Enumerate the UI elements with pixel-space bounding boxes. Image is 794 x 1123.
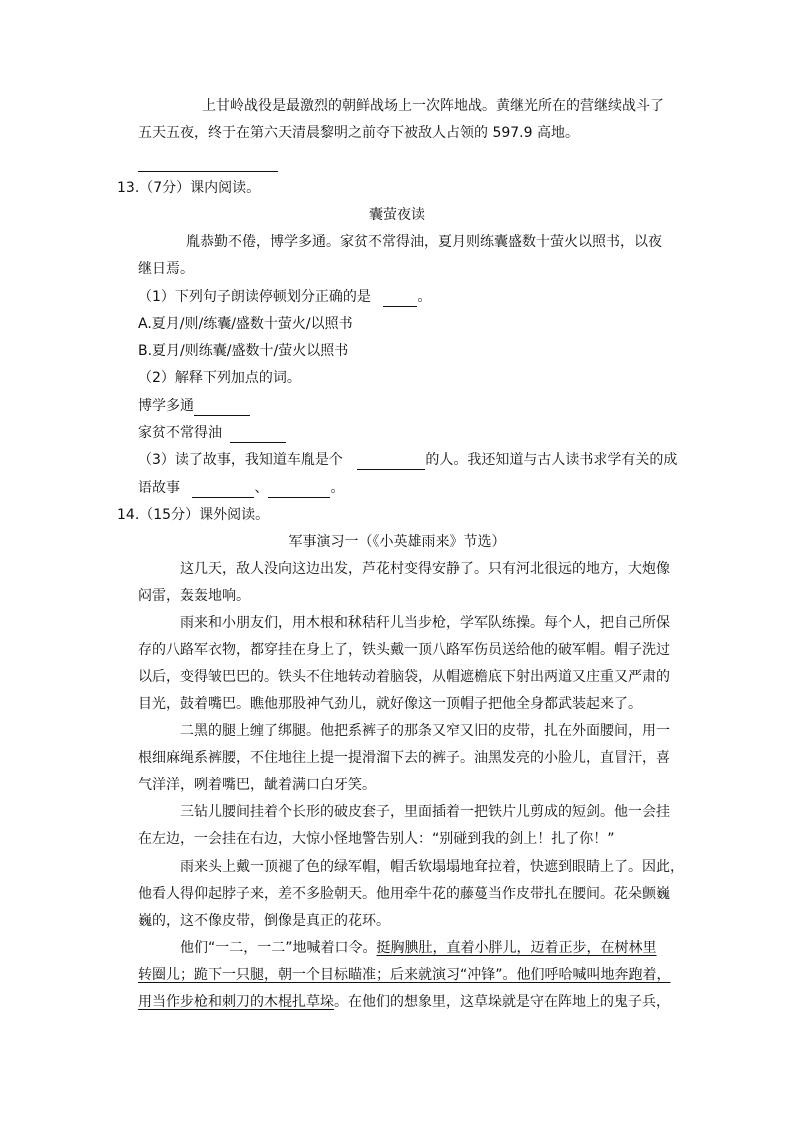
q13-word2-blank[interactable] — [230, 428, 286, 443]
underlined-text: 转圈儿；跪下一只腿，朝一个目标瞄准；后来就演习“冲锋”。他们呼哈喊叫地奔跑着， — [138, 967, 671, 983]
q13-word1-row — [138, 396, 250, 416]
q13-word1: 博学多通 — [138, 398, 194, 414]
q13-sub3-line2 — [138, 478, 344, 498]
q13-sub2: （2）解释下列加点的词。 — [138, 370, 301, 386]
question-14-header: 14.（15分）课外阅读。 — [117, 507, 270, 523]
idiom-blank-2[interactable] — [268, 483, 330, 498]
answer-blank[interactable] — [138, 152, 278, 172]
q13-sub3-line1 — [138, 450, 677, 470]
story-line: 这几天，敌人没向这边出发，芦花村变得安静了。只有河北很远的地方，大炮像 — [180, 561, 670, 577]
story-line: 雨来头上戴一顶褪了色的绿军帽，帽舌软塌塌地耷拉着，快遮到眼睛上了。因此， — [180, 859, 684, 875]
story-line: 在左边，一会挂在右边，大惊小怪地警告别人：“别碰到我的剑上！扎了你！” — [138, 831, 615, 847]
story-text: 他们“一二，一二”地喊着口令。 — [180, 940, 377, 956]
story-line: 他看人得仰起脖子来，差不多脸朝天。他用牵牛花的藤蔓当作皮带扎在腰间。花朵颤巍 — [138, 886, 670, 902]
q13-sub1-blank[interactable] — [383, 292, 417, 307]
story-line: 以后，变得皱巴巴的。铁头不住地转动着脑袋，从帽遮檐底下射出两道又庄重又严肃的 — [138, 669, 670, 685]
q13-sub1-text: （1）下列句子朗读停顿划分正确的是 — [138, 289, 371, 305]
question-14-title: 军事演习一（《小英雄雨来》节选） — [288, 534, 506, 550]
passage-line: 五天五夜，终于在第六天清晨黎明之前夺下被敌人占领的 597.9 高地。 — [138, 125, 579, 141]
story-line: 雨来和小朋友们，用木根和秫秸秆儿当步枪，学军队练操。每个人，把自己所保 — [180, 615, 670, 631]
q13-sub1-end: 。 — [417, 289, 432, 305]
q13-sub3-text-b: 的人。我还知道与古人读书求学有关的成 — [425, 452, 678, 468]
underlined-text: 用当作步枪和刺刀的木棍扎草垛 — [138, 994, 334, 1010]
q13-sub3-sep: 、 — [254, 480, 269, 496]
story-line: 气洋洋，咧着嘴巴，龇着满口白牙笑。 — [138, 777, 376, 793]
story-line-underlined — [138, 992, 670, 1012]
underlined-text: 挺胸腆肚，直着小胖儿，迈着正步，在树林里 — [376, 940, 657, 956]
story-line: 根细麻绳系裤腰，不住地往上提一提滑溜下去的裤子。油黑发亮的小脸儿，直冒汗，喜 — [138, 750, 670, 766]
question-13-title: 囊萤夜读 — [369, 207, 425, 223]
q13-sub3-blank[interactable] — [357, 455, 425, 470]
option-b[interactable]: B.夏月/则练囊/盛数十/萤火以照书 — [138, 343, 349, 359]
classical-text-line: 继日焉。 — [138, 261, 194, 277]
q13-sub3-text-c: 语故事 — [138, 480, 180, 496]
q13-sub3-end: 。 — [330, 480, 345, 496]
story-text: 。在他们的想象里，这草垛就是守在阵地上的鬼子兵， — [334, 994, 670, 1010]
story-line: 三钻儿腰间挂着个长形的破皮套子，里面插着一把铁片儿剪成的短剑。他一会挂 — [180, 804, 670, 820]
story-line-underlined — [180, 938, 657, 958]
story-line: 二黑的腿上缠了绑腿。他把系裤子的那条又窄又旧的皮带，扎在外面腰间，用一 — [180, 723, 670, 739]
q13-word1-blank[interactable] — [194, 401, 250, 416]
classical-text-line: 胤恭勤不倦，博学多通。家贫不常得油，夏月则练囊盛数十萤火以照书，以夜 — [186, 234, 662, 250]
q13-sub3-text-a: （3）读了故事，我知道车胤是个 — [138, 452, 343, 468]
question-13-header: 13.（7分）课内阅读。 — [117, 180, 261, 196]
passage-line: 上甘岭战役是最激烈的朝鲜战场上一次阵地战。黄继光所在的营继续战斗了 — [202, 98, 664, 114]
q13-word2: 家贫不常得油 — [138, 425, 222, 441]
option-a[interactable]: A.夏月/则/练囊/盛数十萤火/以照书 — [138, 316, 353, 332]
q13-sub1 — [138, 287, 431, 307]
q13-word2-row — [138, 423, 286, 443]
story-line: 巍的，这不像皮带，倒像是真正的花环。 — [138, 913, 390, 929]
story-line: 存的八路军衣物，都穿挂在身上了，铁头戴一顶八路军伤员送给他的破军帽。帽子洗过 — [138, 642, 670, 658]
story-line: 闷雷，轰轰地响。 — [138, 588, 250, 604]
story-line: 目光，鼓着嘴巴。瞧他那股神气劲儿，就好像这一顶帽子把他全身都武装起来了。 — [138, 696, 642, 712]
idiom-blank-1[interactable] — [192, 483, 254, 498]
